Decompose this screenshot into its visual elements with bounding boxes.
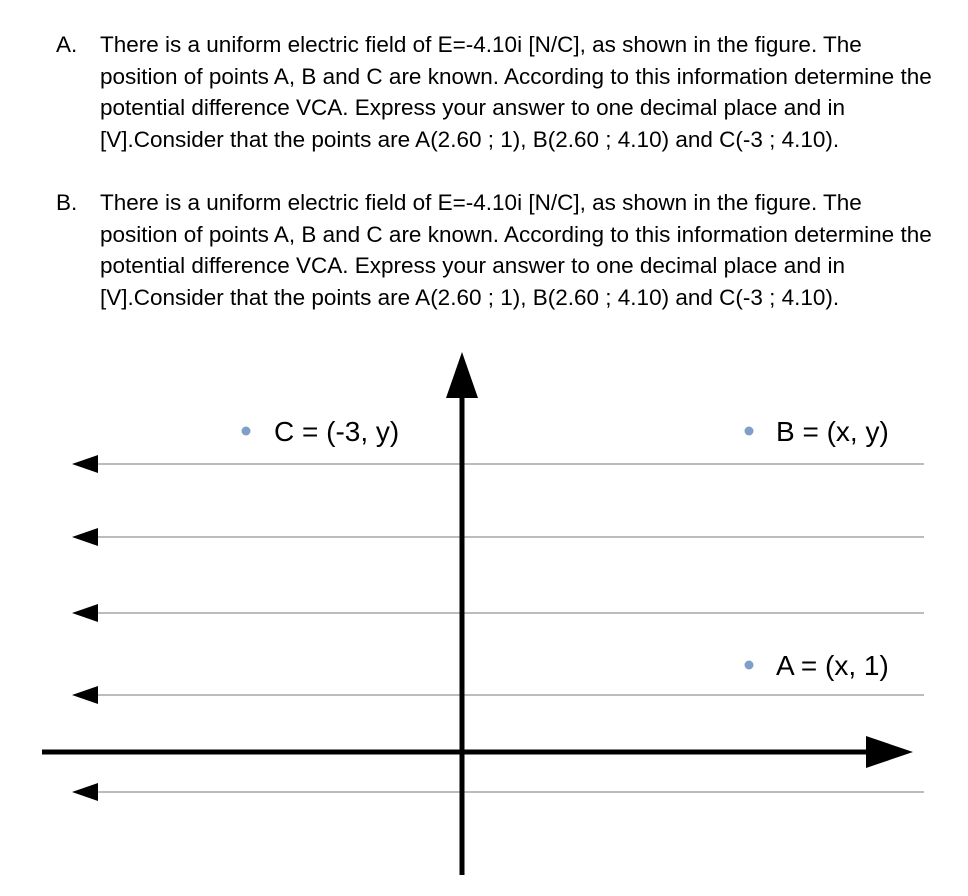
x-axis-arrowhead [866, 736, 913, 768]
field-line-2-arrowhead [72, 528, 98, 546]
point-c-label: C = (-3, y) [274, 416, 400, 447]
point-c-dot [242, 427, 251, 436]
field-line-1 [72, 455, 924, 473]
field-line-4-arrowhead [72, 686, 98, 704]
point-b-dot [745, 427, 754, 436]
problem-a-text: There is a uniform electric field of E=-4.10i [N/C], as shown in the figure. The position of points A, B and C are known. According to this information determine the potential difference VCA. Express your answer to one decimal place and in [V].Consider that the points are A(2.60 ; 1), B(2.60 ; 4.10) and C(-3 ; 4.10). [100, 32, 932, 152]
problem-a-letter: A. [56, 32, 78, 57]
point-c [242, 416, 400, 447]
problem-b-text: There is a uniform electric field of E=-4.10i [N/C], as shown in the figure. The position of points A, B and C are known. According to this information determine the potential difference VCA. Express your answer to one decimal place and in [V].Consider that the points are A(2.60 ; 1), B(2.60 ; 4.10) and C(-3 ; 4.10). [100, 190, 932, 310]
point-b [745, 416, 889, 447]
point-a-label: A = (x, 1) [776, 650, 889, 681]
y-axis-arrowhead [446, 352, 478, 398]
problem-b-letter: B. [56, 190, 78, 215]
point-b-label: B = (x, y) [776, 416, 889, 447]
field-line-5 [72, 783, 924, 801]
field-line-4 [72, 686, 924, 704]
field-line-3 [72, 604, 924, 622]
point-a [745, 650, 889, 681]
point-a-dot [745, 661, 754, 670]
field-line-2 [72, 528, 924, 546]
field-lines [72, 455, 924, 801]
field-line-5-arrowhead [72, 783, 98, 801]
field-line-3-arrowhead [72, 604, 98, 622]
field-line-1-arrowhead [72, 455, 98, 473]
